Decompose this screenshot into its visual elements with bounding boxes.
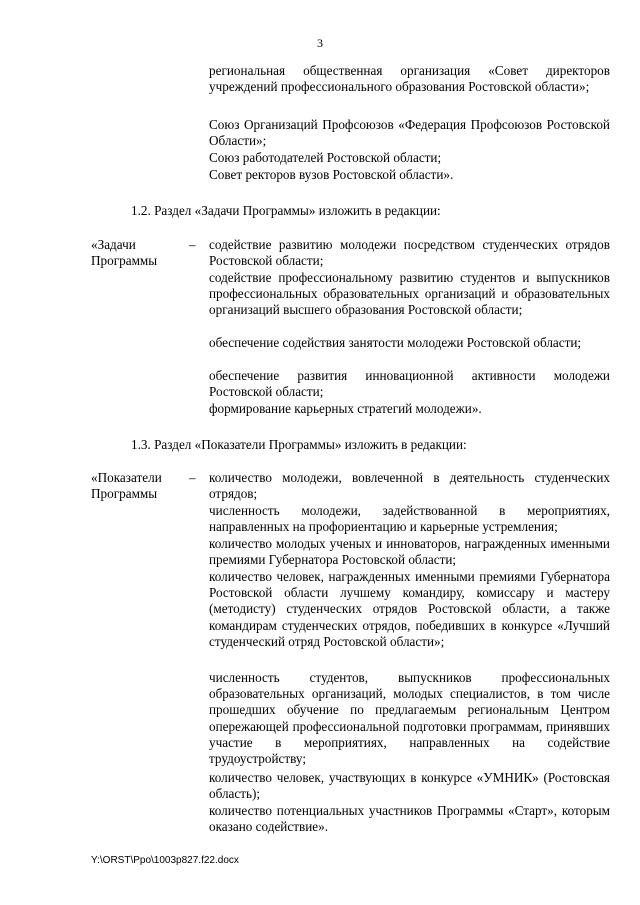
task-item: обеспечение содействия занятости молодежи Ростовской области; <box>209 335 582 350</box>
indicator-item: количество человек, награжденных именными премиями Губернатора Ростовской области лучшему командиру, комиссару и мастеру (методисту) студенческих отрядов Ростовской области, а также командирам студенческих отрядов, победивших в конкурсе «Лучший студенческий отряд Ростовской области»; <box>209 569 610 649</box>
section-heading: 1.3. Раздел «Показатели Программы» изложить в редакции: <box>131 437 467 452</box>
indicator-item: количество человек, участвующих в конкурсе «УМНИК» (Ростовская область); <box>209 770 610 802</box>
label-dash: – <box>189 237 196 252</box>
table-label-line: «Задачи <box>91 237 136 252</box>
table-label-line: «Показатели <box>91 470 162 485</box>
label-dash: – <box>189 470 196 485</box>
continuation-item: Союз Организаций Профсоюзов «Федерация Профсоюзов Ростовской Области»; <box>209 117 610 149</box>
task-item: обеспечение развития инновационной активности молодежи Ростовской области; <box>209 368 610 400</box>
indicator-item: количество молодых ученых и инноваторов, награжденных именными премиями Губернатора Ростовской области; <box>209 536 610 568</box>
task-item: формирование карьерных стратегий молодежи». <box>209 401 482 416</box>
indicator-item: численность молодежи, задействованной в мероприятиях, направленных на профориентацию и карьерные устремления; <box>209 503 610 535</box>
indicator-item: количество потенциальных участников Программы «Старт», которым оказано содействие». <box>209 803 610 835</box>
continuation-item: Совет ректоров вузов Ростовской области». <box>209 167 454 182</box>
task-item: содействие профессиональному развитию студентов и выпускников профессиональных образовательных организаций и образовательных организаций высшего образования Ростовской области; <box>209 270 610 318</box>
indicator-item: количество молодежи, вовлеченной в деятельность студенческих отрядов; <box>209 470 610 502</box>
continuation-item: региональная общественная организация «Совет директоров учреждений профессионального образования Ростовской области»; <box>209 63 610 95</box>
continuation-item: Союз работодателей Ростовской области; <box>209 150 442 165</box>
table-label-line: Программы <box>91 253 158 268</box>
page-number: 3 <box>317 36 323 50</box>
section-heading: 1.2. Раздел «Задачи Программы» изложить в редакции: <box>131 203 441 218</box>
table-label-line: Программы <box>91 486 158 501</box>
file-path-footer: Y:\ORST\Ppo\1003p827.f22.docx <box>91 855 239 866</box>
indicator-item: численность студентов, выпускников профессиональных образовательных организаций, молодых специалистов, в том числе прошедших обучение по предлагаемым региональным Центром опережающей профессиональной подготовки программам, принявших участие в мероприятиях, направленных на содействие трудоустройству; <box>209 670 610 767</box>
task-item: содействие развитию молодежи посредством студенческих отрядов Ростовской области; <box>209 237 610 269</box>
